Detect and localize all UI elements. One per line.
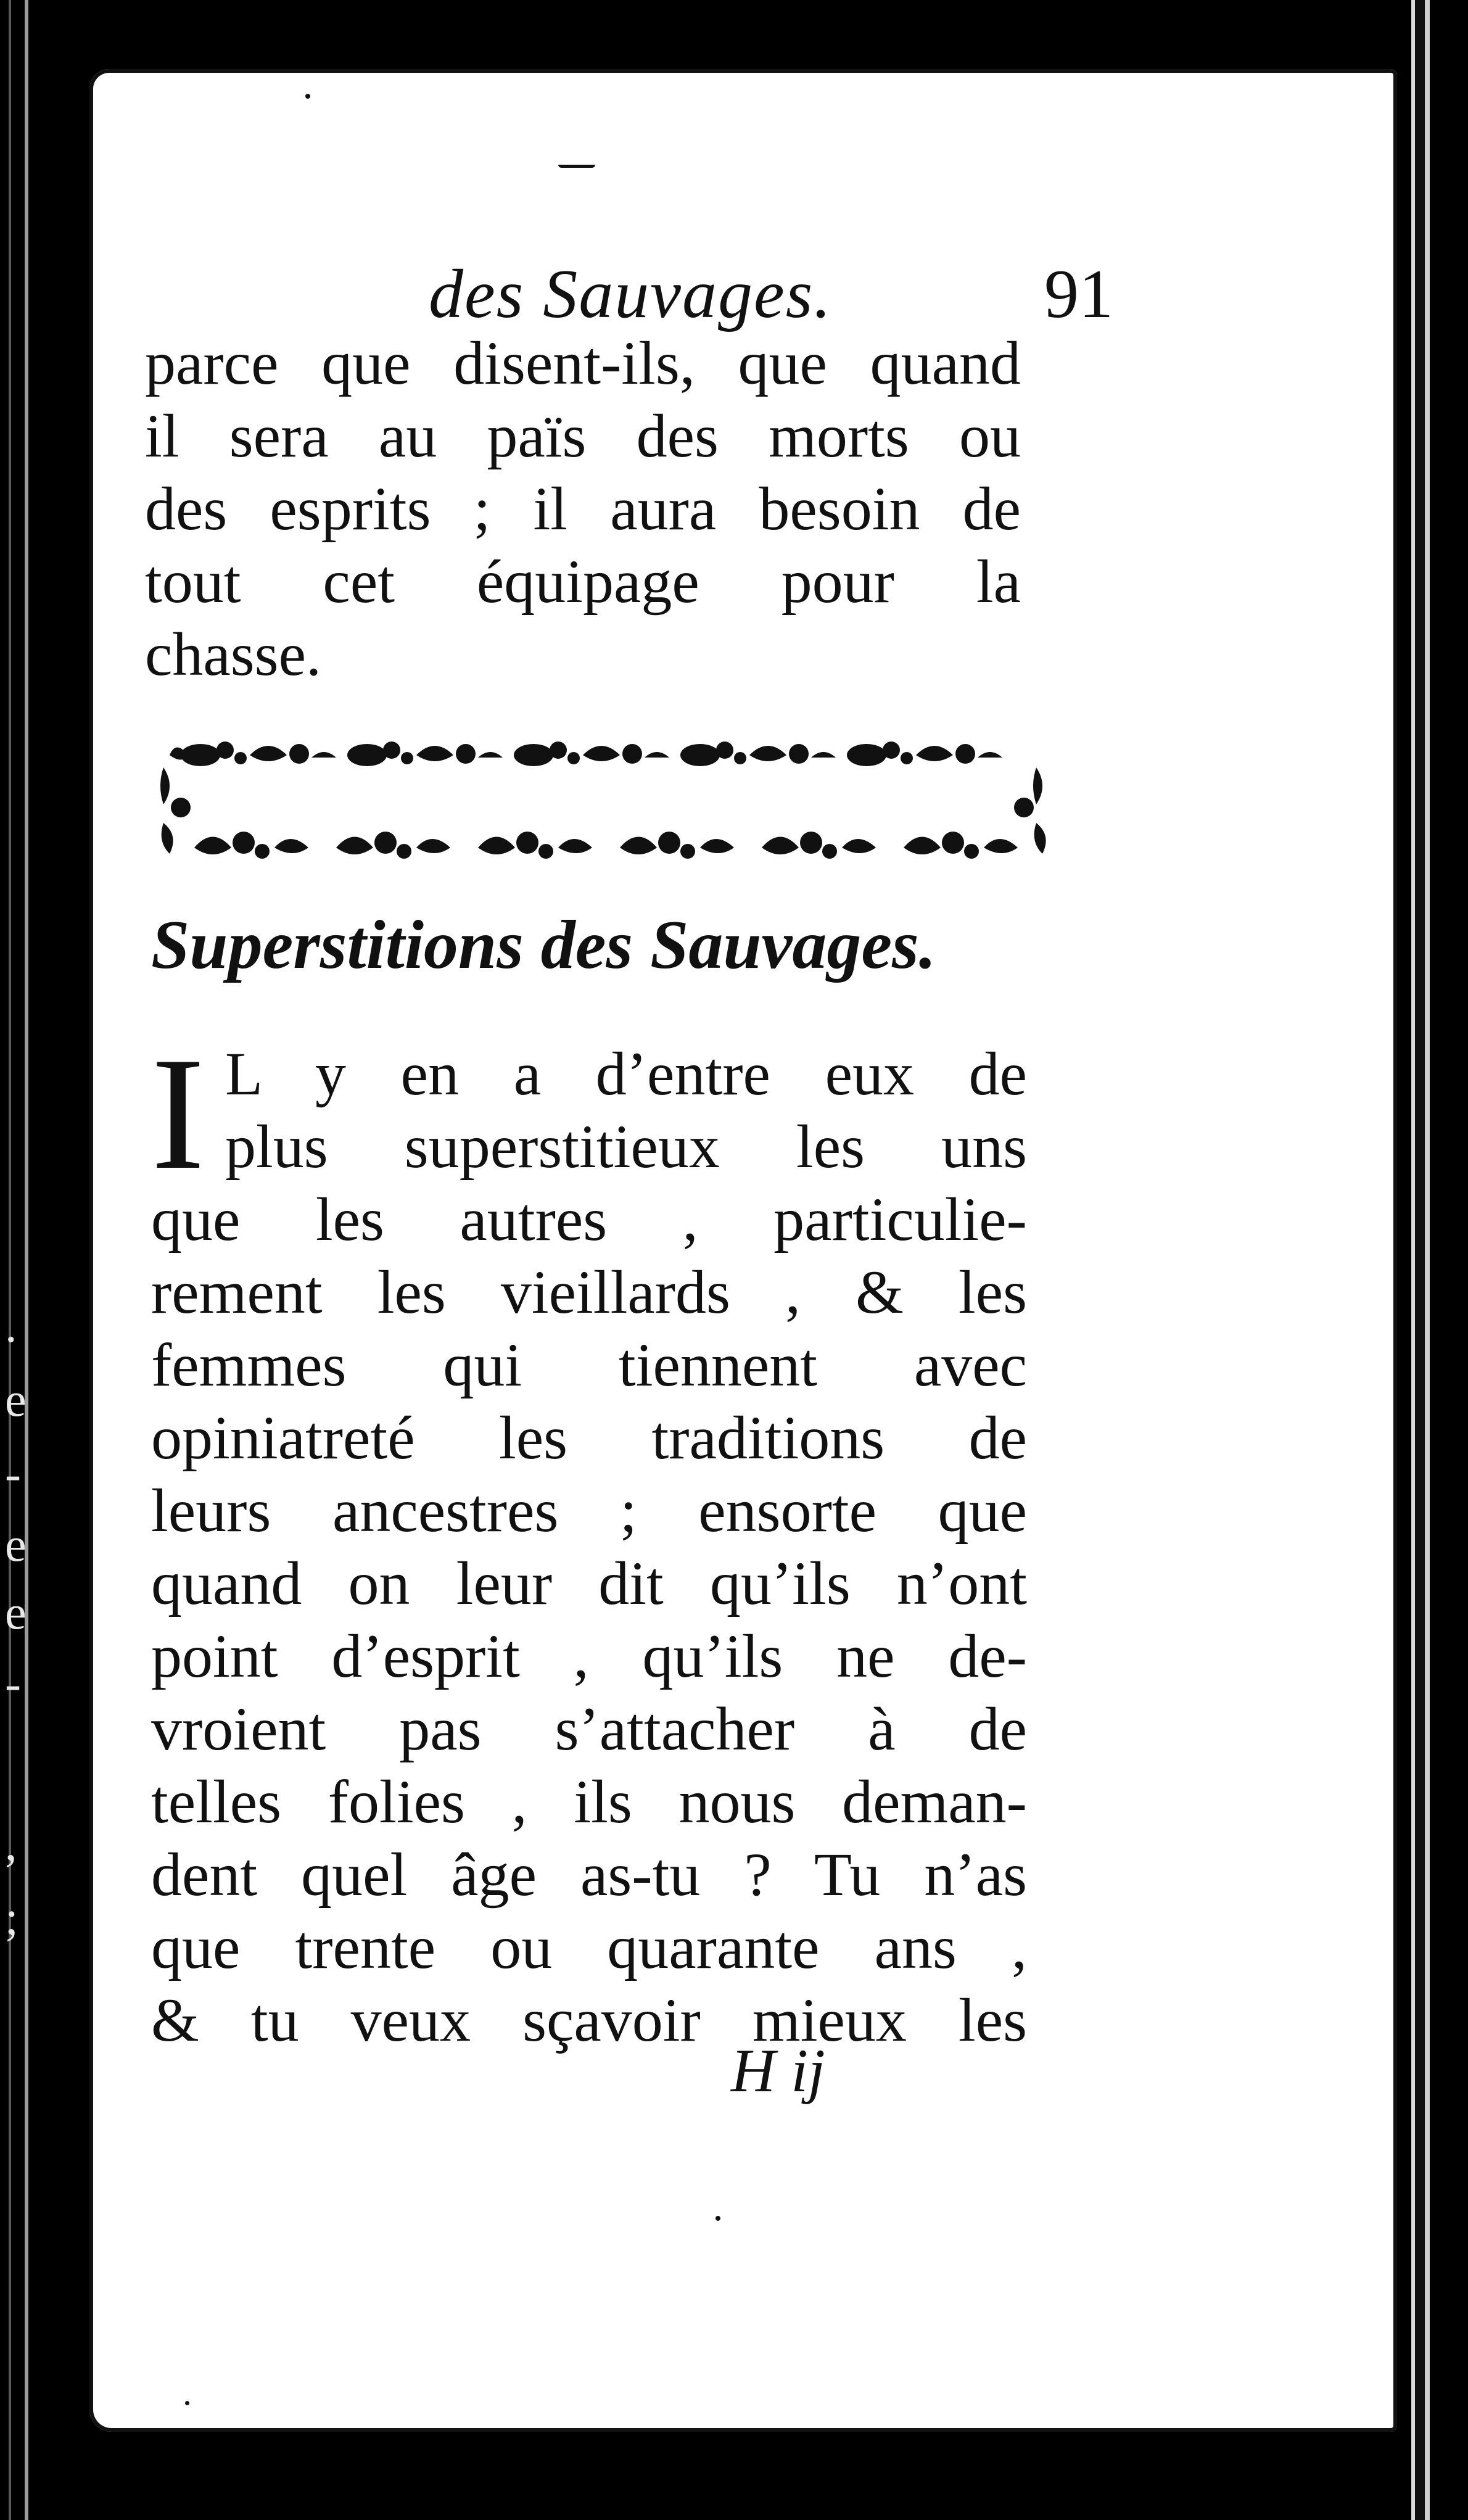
main-paragraph [151, 1024, 1027, 2057]
text-line: que les autres , particulie- [151, 1185, 1027, 1254]
text-line: parce que disent-ils, que quand [145, 329, 1021, 397]
page-number: 91 [1044, 256, 1113, 333]
text-line: des esprits ; il aura besoin de [145, 474, 1021, 543]
text-line: telles folies , ils nous deman- [151, 1767, 1027, 1836]
text-line: point d’esprit , qu’ils ne de- [151, 1622, 1027, 1690]
text-line: dent quel âge as-tu ? Tu n’as [151, 1840, 1027, 1909]
text-line: plus superstitieux les uns [225, 1112, 1027, 1181]
text-line: quand on leur dit qu’ils n’ont [151, 1549, 1027, 1617]
signature-mark: H ij [731, 2036, 825, 2105]
text-line: leurs ancestres ; ensorte que [151, 1476, 1027, 1545]
section-title: Superstitions des Sauvages. [151, 907, 936, 983]
left-page-glyph: e [5, 1373, 27, 1426]
book-page [89, 69, 1397, 2432]
text-line: que trente ou quarante ans , [151, 1913, 1027, 1981]
text-line: chasse. [145, 620, 321, 688]
top-paragraph [145, 327, 1021, 691]
running-title: des Sauvages. [429, 256, 833, 333]
left-page-glyph: , [5, 1817, 17, 1870]
scan-speck [558, 165, 595, 168]
left-page-glyph: e [5, 1585, 27, 1639]
drop-cap: I [151, 1024, 205, 1203]
left-page-glyph: e [5, 1518, 27, 1571]
left-page-glyph: - [5, 1447, 21, 1500]
text-line: femmes qui tiennent avec [151, 1331, 1027, 1399]
scan-speck [185, 2401, 189, 2405]
text-line: & tu veux sçavoir mieux les [151, 1986, 1027, 2054]
text-line: il sera au païs des morts ou [145, 402, 1021, 470]
left-page-glyph: - [5, 1656, 21, 1710]
fleuron-border-icon [157, 730, 1052, 885]
scan-speck [715, 2216, 720, 2221]
book-spine [0, 0, 93, 2520]
left-page-glyph: . [5, 1299, 17, 1352]
text-line: vroient pas s’attacher à de [151, 1695, 1027, 1763]
text-line: rement les vieillards , & les [151, 1258, 1027, 1326]
text-line: opiniatreté les traditions de [151, 1403, 1027, 1472]
left-page-glyph: ; [5, 1891, 19, 1944]
text-line: tout cet équipage pour la [145, 547, 1021, 616]
scan-speck [305, 94, 310, 99]
text-line: L y en a d’entre eux de [225, 1039, 1027, 1108]
page-edge [1406, 0, 1468, 2520]
